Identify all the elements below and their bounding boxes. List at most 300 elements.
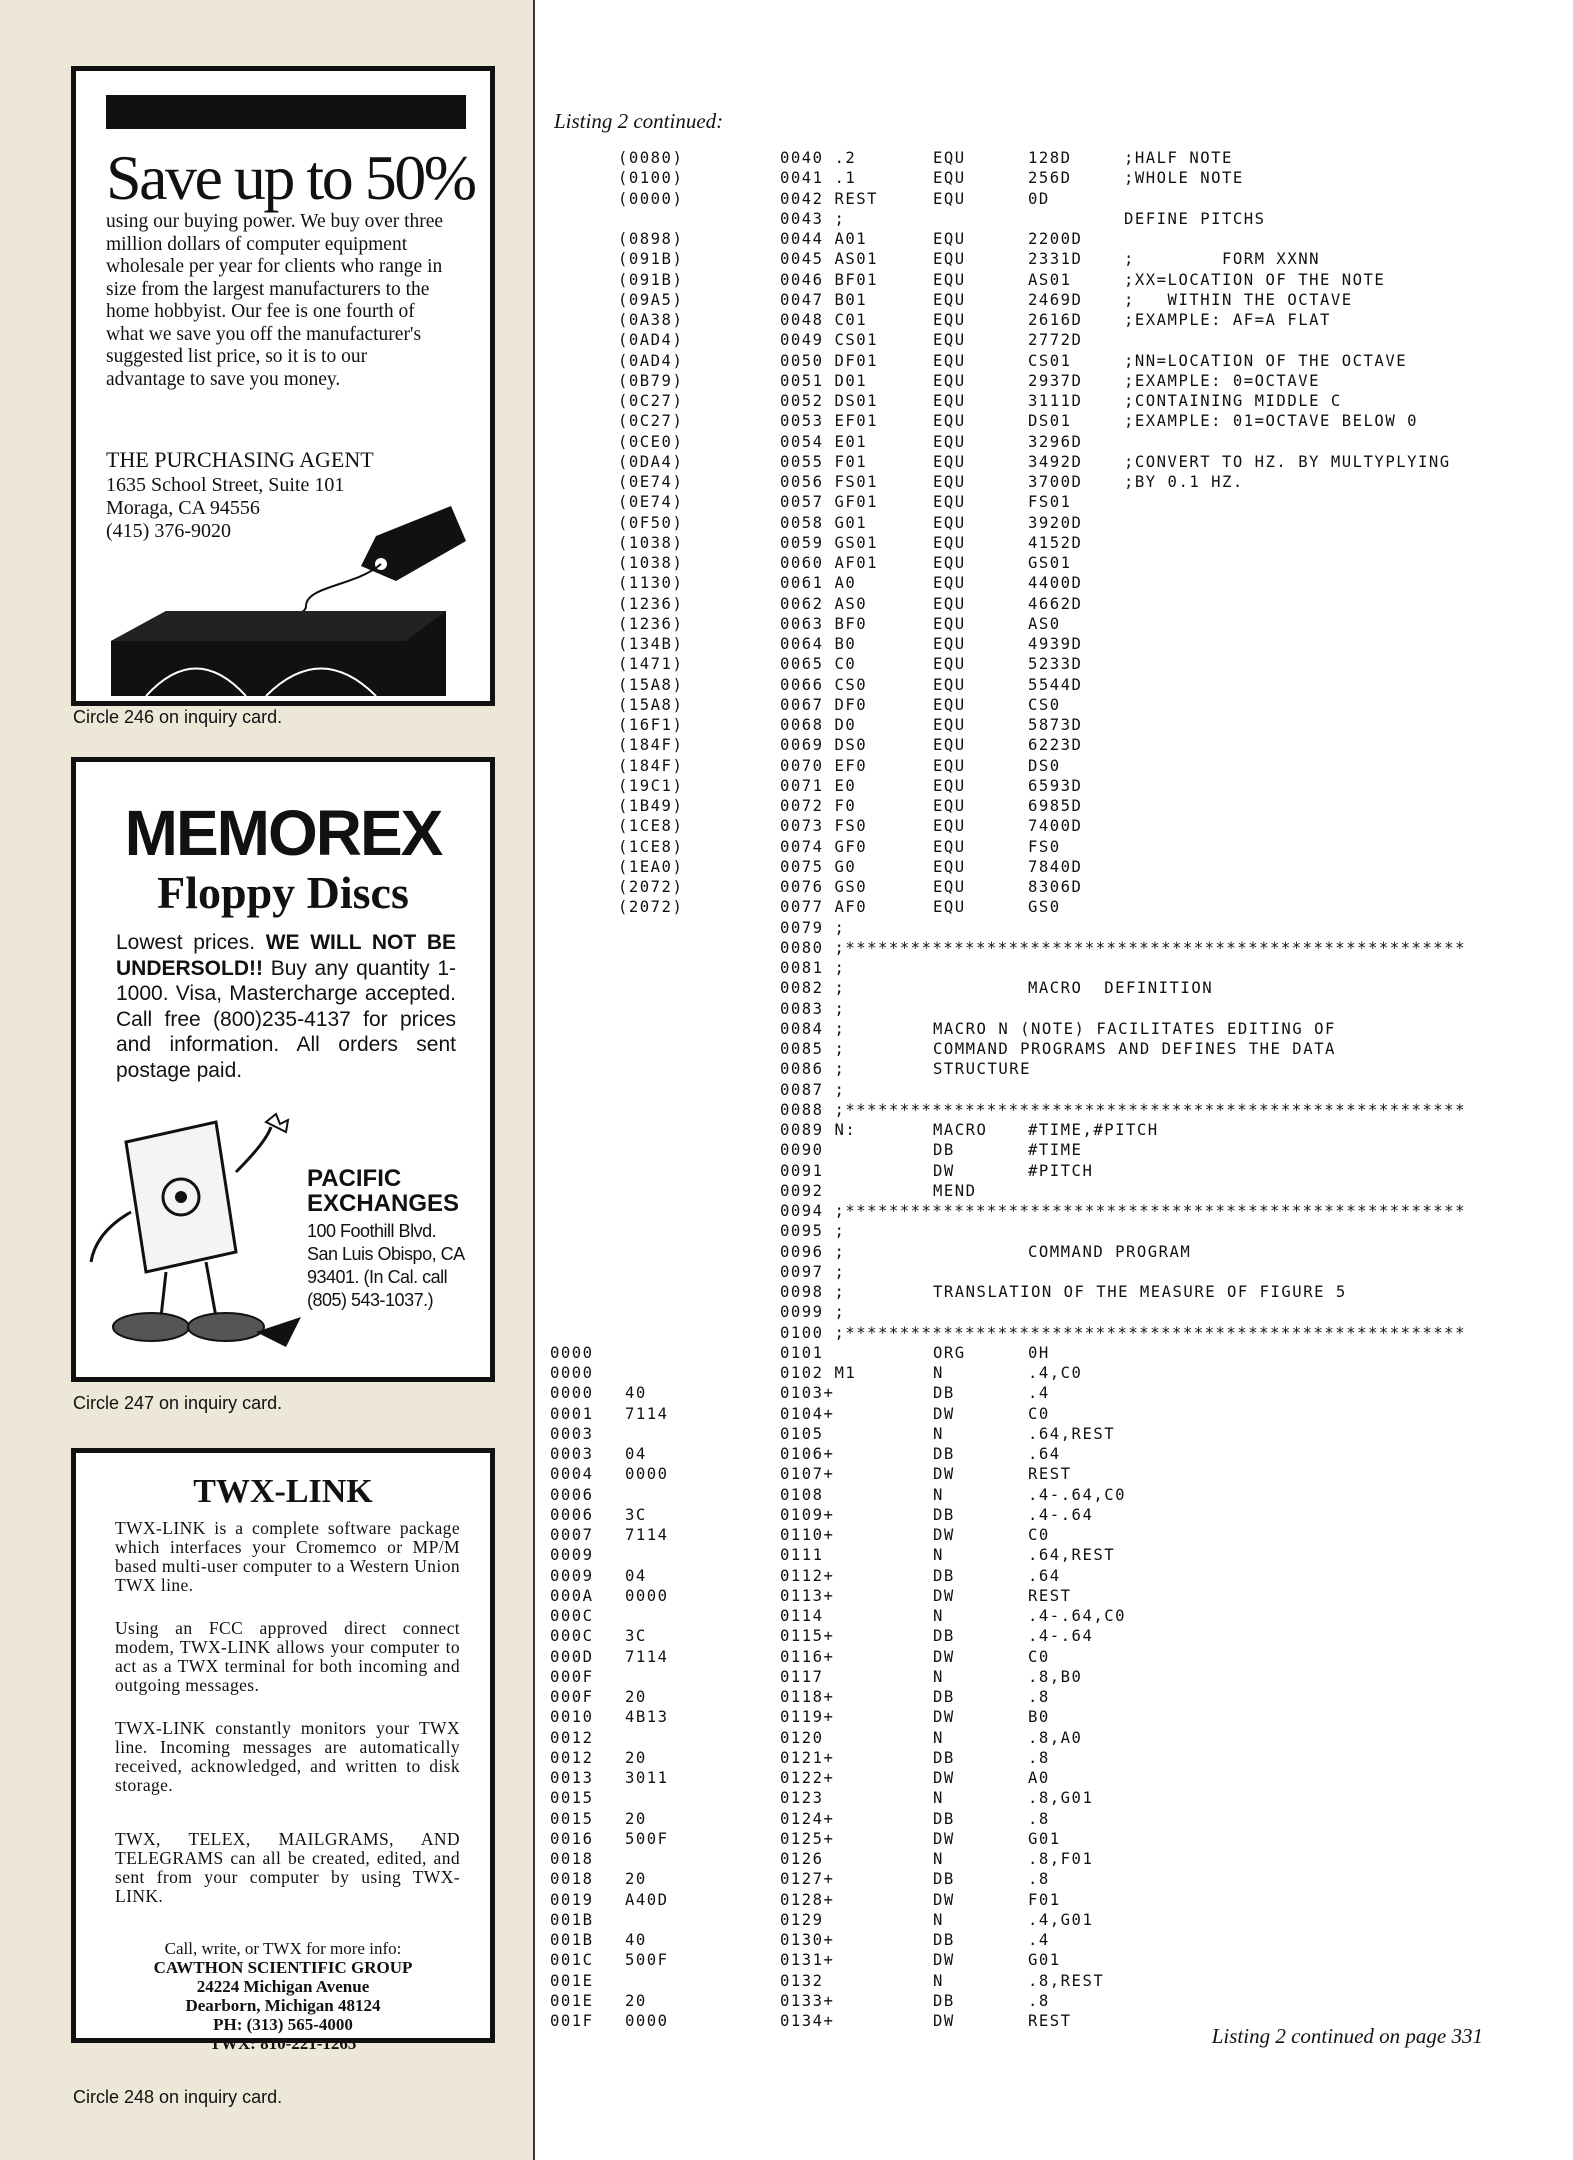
line-label-column: 0041 .1 xyxy=(780,169,857,188)
operator-column: EQU xyxy=(933,351,966,370)
operand-column: .64,REST xyxy=(1028,1546,1116,1565)
ad-body-text: using our buying power. We buy over three million dollars of computer equipment wholesale per year for clients who range in size from the largest manufacturers to the home hobbyist. Our fee is one fourth of what we save you off the manufacturer's suggested list price, so it is to our advantage to save you money. xyxy=(106,211,444,390)
value-column: (1EA0) xyxy=(618,857,684,876)
operand-column: REST xyxy=(1028,1465,1072,1484)
operand-column: .4,G01 xyxy=(1028,1910,1094,1929)
operand-column: .64 xyxy=(1028,1445,1061,1463)
operand-column: F01 xyxy=(1028,1890,1061,1909)
line-label-column: 0067 DF0 xyxy=(780,695,868,714)
operand-column: 3111D xyxy=(1028,392,1083,410)
line-label-column: 0053 EF01 xyxy=(780,412,878,431)
operator-column: DB xyxy=(933,1627,955,1646)
line-label-column: 0072 F0 xyxy=(780,797,857,815)
body-intro: Lowest prices. xyxy=(116,931,256,954)
inquiry-note: Circle 247 on inquiry card. xyxy=(73,1393,283,1413)
value-column: 500F xyxy=(625,1829,669,1848)
contact-line: TWX: 810-221-1265 xyxy=(209,2034,357,2053)
value-column: 20 xyxy=(625,1809,647,1828)
operator-column: EQU xyxy=(933,574,966,593)
operator-column: EQU xyxy=(933,432,966,451)
operator-column: DB xyxy=(933,1991,955,2010)
comment-column: ; WITHIN THE OCTAVE xyxy=(1124,290,1353,309)
line-label-column: 0120 xyxy=(780,1728,824,1747)
value-column: 0000 xyxy=(625,1586,669,1605)
operator-column: DB xyxy=(933,1505,955,1524)
line-label-column: 0047 B01 xyxy=(780,290,868,309)
operator-column: EQU xyxy=(933,675,966,694)
operator-column: DW xyxy=(933,1829,955,1848)
operand-column: 6593D xyxy=(1028,776,1083,795)
value-column: 7114 xyxy=(625,1404,669,1423)
address-column: 000F xyxy=(550,1667,594,1686)
line-label-column: 0055 F01 xyxy=(780,452,868,471)
address-line: San Luis Obispo, CA xyxy=(307,1244,465,1264)
operator-column: N xyxy=(933,1789,944,1808)
comment-column: ;CONTAINING MIDDLE C xyxy=(1124,392,1342,410)
line-label-column: 0110+ xyxy=(780,1526,835,1544)
address-column: 0018 xyxy=(550,1870,594,1889)
line-label-column: 0114 xyxy=(780,1607,824,1625)
operand-column: 4152D xyxy=(1028,533,1083,552)
address-column: 000D xyxy=(550,1647,594,1666)
operator-column: DB xyxy=(933,1141,955,1160)
line-label-column: 0049 CS01 xyxy=(780,331,878,350)
address-column: 0009 xyxy=(550,1546,594,1565)
operator-column: N xyxy=(933,1728,944,1747)
listing-caption: Listing 2 continued: xyxy=(554,109,724,133)
operand-column: .8,REST xyxy=(1028,1971,1105,1990)
address-line: (805) 543-1037.) xyxy=(307,1290,434,1310)
value-column: (0000) xyxy=(618,189,684,208)
ad-product: Floppy Discs xyxy=(157,867,409,918)
value-column: 20 xyxy=(625,1991,647,2010)
operator-column: N xyxy=(933,1364,944,1382)
value-column: (1471) xyxy=(618,655,684,674)
value-column: (0C27) xyxy=(618,392,684,410)
operand-column: 2616D xyxy=(1028,311,1083,329)
operator-column: EQU xyxy=(933,614,966,633)
operator-column: DW xyxy=(933,1586,955,1605)
line-label-column: 0059 GS01 xyxy=(780,533,878,552)
value-column: (15A8) xyxy=(618,695,684,714)
address-column: 0013 xyxy=(550,1769,594,1787)
address-column: 0019 xyxy=(550,1890,594,1909)
operator-column: EQU xyxy=(933,533,966,552)
address-column: 0000 xyxy=(550,1364,594,1382)
contact-intro: Call, write, or TWX for more info: xyxy=(164,1939,402,1958)
ad-headline: Save up to 50% xyxy=(106,142,475,213)
line-label-column: 0125+ xyxy=(780,1829,835,1848)
line-label-column: 0115+ xyxy=(780,1627,835,1646)
line-label-column: 0094 ;********************************************************* xyxy=(780,1202,1466,1220)
operand-column: 2937D xyxy=(1028,371,1083,390)
address-column: 001F xyxy=(550,2012,594,2030)
line-label-column: 0096 ; xyxy=(780,1242,846,1261)
line-label-column: 0104+ xyxy=(780,1404,835,1423)
operator-column: EQU xyxy=(933,695,966,714)
line-label-column: 0131+ xyxy=(780,1951,835,1970)
operator-column: N xyxy=(933,1667,944,1686)
line-label-column: 0043 ; xyxy=(780,209,846,228)
operand-column: G01 xyxy=(1028,1951,1061,1970)
address-column: 0006 xyxy=(550,1505,594,1524)
ad-paragraph: Using an FCC approved direct connect modem, TWX-LINK allows your computer to act as a TWX terminal for both incoming and outgoing messages. xyxy=(115,1618,460,1695)
line-label-column: 0048 C01 xyxy=(780,311,868,329)
line-label-column: 0086 ; xyxy=(780,1060,846,1079)
address-column: 000A xyxy=(550,1586,594,1605)
operator-column: EQU xyxy=(933,473,966,491)
line-label-column: 0040 .2 xyxy=(780,149,857,167)
operand-column: .8 xyxy=(1028,1688,1050,1706)
operator-column: EQU xyxy=(933,169,966,188)
line-label-column: 0127+ xyxy=(780,1870,835,1889)
line-label-column: 0058 G01 xyxy=(780,513,868,532)
operator-column: MEND xyxy=(933,1181,977,1200)
address-column: 0018 xyxy=(550,1850,594,1868)
operand-column: 3700D xyxy=(1028,473,1083,491)
line-label-column: 0132 xyxy=(780,1971,824,1990)
line-label-column: 0075 G0 xyxy=(780,857,857,876)
value-column: 7114 xyxy=(625,1647,669,1666)
line-label-column: 0090 xyxy=(780,1141,824,1160)
ad-paragraph: TWX-LINK constantly monitors your TWX line. Incoming messages are automatically received, acknowledged, and written to disk storage. xyxy=(115,1718,460,1795)
line-label-column: 0069 DS0 xyxy=(780,736,868,755)
operand-column: AS0 xyxy=(1028,614,1061,633)
line-label-column: 0108 xyxy=(780,1485,824,1504)
line-label-column: 0056 FS01 xyxy=(780,473,878,491)
line-label-column: 0109+ xyxy=(780,1505,835,1524)
operand-column: 3920D xyxy=(1028,513,1083,532)
operand-column: .8 xyxy=(1028,1870,1050,1889)
operand-column: .4 xyxy=(1028,1384,1050,1403)
operator-column: EQU xyxy=(933,655,966,674)
operand-column: .4-.64 xyxy=(1028,1505,1094,1524)
line-label-column: 0085 ; xyxy=(780,1040,846,1058)
comment-column: DEFINE PITCHS xyxy=(1124,209,1266,228)
line-label-column: 0123 xyxy=(780,1789,824,1808)
value-column: 0000 xyxy=(625,1465,669,1484)
address-column: 0012 xyxy=(550,1728,594,1747)
comment-column: ; FORM XXNN xyxy=(1124,250,1320,269)
value-column: (0DA4) xyxy=(618,452,684,471)
value-column: 3011 xyxy=(625,1769,669,1787)
line-label-column: 0080 ;********************************************************* xyxy=(780,938,1466,957)
operator-column: EQU xyxy=(933,756,966,775)
value-column: 20 xyxy=(625,1870,647,1889)
operator-column: EQU xyxy=(933,250,966,269)
address-column: 0001 xyxy=(550,1404,594,1423)
operand-column: 5544D xyxy=(1028,675,1083,694)
address-column: 0000 xyxy=(550,1343,594,1362)
operator-column: DW xyxy=(933,2012,955,2030)
line-label-column: 0103+ xyxy=(780,1384,835,1403)
address-column: 000C xyxy=(550,1607,594,1625)
address-column: 0015 xyxy=(550,1809,594,1828)
value-column: (0E74) xyxy=(618,493,684,512)
comment-column: ;HALF NOTE xyxy=(1124,149,1233,167)
value-column: 04 xyxy=(625,1566,647,1585)
company-name-line: PACIFIC xyxy=(307,1165,402,1192)
address-column: 001E xyxy=(550,1971,594,1990)
operand-column: REST xyxy=(1028,2012,1072,2030)
operand-column: GS0 xyxy=(1028,898,1061,917)
address-line: 93401. (In Cal. call xyxy=(307,1267,448,1287)
comment-column: ;EXAMPLE: 01=OCTAVE BELOW 0 xyxy=(1124,412,1418,431)
operator-column: N xyxy=(933,1910,944,1929)
operator-column: N xyxy=(933,1971,944,1990)
ad-paragraph: TWX, TELEX, MAILGRAMS, AND TELEGRAMS can all be created, edited, and sent from your computer by using TWX-LINK. xyxy=(115,1829,460,1906)
operand-column: 0D xyxy=(1028,189,1050,208)
line-label-column: 0119+ xyxy=(780,1708,835,1727)
line-label-column: 0057 GF01 xyxy=(780,493,878,512)
value-column: (1B49) xyxy=(618,797,684,815)
operand-column: .8,G01 xyxy=(1028,1789,1094,1808)
address-column: 000F xyxy=(550,1688,594,1706)
value-column: (15A8) xyxy=(618,675,684,694)
line-label-column: 0064 B0 xyxy=(780,635,857,653)
comment-column: ;WHOLE NOTE xyxy=(1124,169,1244,188)
operand-column: 6223D xyxy=(1028,736,1083,755)
value-column: 04 xyxy=(625,1445,647,1463)
line-label-column: 0128+ xyxy=(780,1890,835,1909)
line-label-column: 0117 xyxy=(780,1667,824,1686)
operand-column: 4662D xyxy=(1028,594,1083,613)
line-label-column: 0087 ; xyxy=(780,1080,846,1099)
operator-column: COMMAND PROGRAMS AND DEFINES THE DATA xyxy=(933,1040,1336,1058)
line-label-column: 0101 xyxy=(780,1343,824,1362)
value-column: 500F xyxy=(625,1951,669,1970)
value-column: (0080) xyxy=(618,149,684,167)
value-column: (19C1) xyxy=(618,776,684,795)
operator-column: N xyxy=(933,1424,944,1443)
operator-column: EQU xyxy=(933,311,966,329)
operator-column: DW xyxy=(933,1890,955,1909)
value-column: 40 xyxy=(625,1384,647,1403)
operand-column: 4939D xyxy=(1028,635,1083,653)
operator-column: N xyxy=(933,1485,944,1504)
line-label-column: 0112+ xyxy=(780,1566,835,1585)
address-line: 100 Foothill Blvd. xyxy=(307,1221,437,1241)
operator-column: DB xyxy=(933,1870,955,1889)
operator-column: EQU xyxy=(933,452,966,471)
operand-column: 128D xyxy=(1028,149,1072,167)
line-label-column: 0076 GS0 xyxy=(780,878,868,896)
operator-column: DW xyxy=(933,1465,955,1484)
address-column: 001B xyxy=(550,1931,594,1949)
value-column: (1038) xyxy=(618,554,684,572)
value-column: A40D xyxy=(625,1890,669,1909)
operand-column: .8 xyxy=(1028,1748,1050,1767)
operand-column: AS01 xyxy=(1028,270,1072,289)
operator-column: EQU xyxy=(933,493,966,512)
operator-column: EQU xyxy=(933,412,966,431)
value-column: (134B) xyxy=(618,635,684,653)
operator-column: N xyxy=(933,1546,944,1565)
company-name-line: EXCHANGES xyxy=(307,1190,460,1217)
line-label-column: 0079 ; xyxy=(780,918,846,937)
line-label-column: 0061 A0 xyxy=(780,574,857,593)
operand-column: .4-.64,C0 xyxy=(1028,1485,1126,1504)
operand-column: #TIME,#PITCH xyxy=(1028,1121,1159,1139)
operator-column: EQU xyxy=(933,392,966,410)
operator-column: EQU xyxy=(933,837,966,856)
inquiry-note: Circle 246 on inquiry card. xyxy=(73,707,283,727)
line-label-column: 0050 DF01 xyxy=(780,351,878,370)
operand-column: C0 xyxy=(1028,1647,1050,1666)
operand-column: FS0 xyxy=(1028,837,1061,856)
comment-column: ;NN=LOCATION OF THE OCTAVE xyxy=(1124,351,1408,370)
address-column: 001C xyxy=(550,1951,594,1970)
value-column: (0AD4) xyxy=(618,351,684,370)
line-label-column: 0100 ;********************************************************* xyxy=(780,1323,1466,1342)
body-emphasis: WE WILL NOT BE UNDERSOLD!! xyxy=(116,931,456,980)
operator-column: DB xyxy=(933,1566,955,1585)
line-label-column: 0113+ xyxy=(780,1586,835,1605)
line-label-column: 0130+ xyxy=(780,1931,835,1949)
operand-column: 8306D xyxy=(1028,878,1083,896)
operator-column: DB xyxy=(933,1384,955,1403)
line-label-column: 0070 EF0 xyxy=(780,756,868,775)
line-label-column: 0134+ xyxy=(780,2012,835,2030)
operand-column: 0H xyxy=(1028,1343,1050,1362)
line-label-column: 0045 AS01 xyxy=(780,250,878,269)
value-column: (184F) xyxy=(618,756,684,775)
address-column: 0016 xyxy=(550,1829,594,1848)
address-column: 000C xyxy=(550,1627,594,1646)
address-column: 0010 xyxy=(550,1708,594,1727)
operand-column: .4-.64,C0 xyxy=(1028,1607,1126,1625)
operand-column: 3296D xyxy=(1028,432,1083,451)
line-label-column: 0083 ; xyxy=(780,999,846,1018)
line-label-column: 0116+ xyxy=(780,1647,835,1666)
line-label-column: 0071 E0 xyxy=(780,776,857,795)
address-column: 001B xyxy=(550,1910,594,1929)
operator-column: EQU xyxy=(933,290,966,309)
value-column: (0CE0) xyxy=(618,432,684,451)
inquiry-note: Circle 248 on inquiry card. xyxy=(73,2087,283,2107)
value-column: (2072) xyxy=(618,878,684,896)
operand-column: 2200D xyxy=(1028,230,1083,248)
operand-column: B0 xyxy=(1028,1708,1050,1727)
ad-brand: MEMOREX xyxy=(124,797,442,869)
operator-column: DB xyxy=(933,1688,955,1706)
value-column: (0A38) xyxy=(618,311,684,329)
line-label-column: 0126 xyxy=(780,1850,824,1868)
value-column: (0C27) xyxy=(618,412,684,431)
address-column: 0003 xyxy=(550,1445,594,1463)
value-column: (0E74) xyxy=(618,473,684,491)
line-label-column: 0084 ; xyxy=(780,1019,846,1038)
line-label-column: 0107+ xyxy=(780,1465,835,1484)
line-label-column: 0066 CS0 xyxy=(780,675,868,694)
value-column: (0F50) xyxy=(618,513,684,532)
operator-column: EQU xyxy=(933,797,966,815)
value-column: (1038) xyxy=(618,533,684,552)
contact-line: 24224 Michigan Avenue xyxy=(196,1977,370,1996)
line-label-column: 0062 AS0 xyxy=(780,594,868,613)
operand-column: .8,F01 xyxy=(1028,1850,1094,1868)
line-label-column: 0088 ;********************************************************* xyxy=(780,1100,1466,1119)
line-label-column: 0124+ xyxy=(780,1809,835,1828)
operand-column: 2469D xyxy=(1028,290,1083,309)
value-column: 4B13 xyxy=(625,1708,669,1727)
value-column: 0000 xyxy=(625,2012,669,2030)
operator-column: N xyxy=(933,1850,944,1868)
operator-column: DB xyxy=(933,1445,955,1463)
line-label-column: 0081 ; xyxy=(780,959,846,977)
operator-column: EQU xyxy=(933,817,966,836)
operator-column: EQU xyxy=(933,371,966,390)
operand-column: .4,C0 xyxy=(1028,1364,1083,1382)
line-label-column: 0051 D01 xyxy=(780,371,868,390)
line-label-column: 0105 xyxy=(780,1424,824,1443)
value-column: 20 xyxy=(625,1748,647,1767)
line-label-column: 0098 ; xyxy=(780,1283,846,1301)
operator-column: EQU xyxy=(933,149,966,167)
value-column: (0B79) xyxy=(618,371,684,390)
address-column: 001E xyxy=(550,1991,594,2010)
contact-line: Dearborn, Michigan 48124 xyxy=(185,1996,381,2015)
operator-column: N xyxy=(933,1607,944,1625)
value-column: (1130) xyxy=(618,574,684,593)
line-label-column: 0133+ xyxy=(780,1991,835,2010)
contact-line: CAWTHON SCIENTIFIC GROUP xyxy=(153,1958,413,1977)
operand-column: COMMAND PROGRAM xyxy=(1028,1242,1192,1261)
operator-column: EQU xyxy=(933,189,966,208)
operator-column: DW xyxy=(933,1769,955,1787)
line-label-column: 0118+ xyxy=(780,1688,835,1706)
operand-column: 4400D xyxy=(1028,574,1083,593)
address-column: 0009 xyxy=(550,1566,594,1585)
operator-column: DB xyxy=(933,1931,955,1949)
value-column: 3C xyxy=(625,1627,647,1646)
comment-column: ;XX=LOCATION OF THE NOTE xyxy=(1124,270,1386,289)
operand-column: 6985D xyxy=(1028,797,1083,815)
operator-column: EQU xyxy=(933,736,966,755)
line-label-column: 0052 DS01 xyxy=(780,392,878,410)
operand-column: MACRO DEFINITION xyxy=(1028,979,1214,998)
value-column: 20 xyxy=(625,1688,647,1706)
address-column: 0006 xyxy=(550,1485,594,1504)
line-label-column: 0054 E01 xyxy=(780,432,868,451)
operator-column: EQU xyxy=(933,230,966,248)
line-label-column: 0082 ; xyxy=(780,979,846,998)
value-column: (09A5) xyxy=(618,290,684,309)
operator-column: DW xyxy=(933,1404,955,1423)
operand-column: #PITCH xyxy=(1028,1161,1094,1180)
operator-column: DW xyxy=(933,1526,955,1544)
operand-column: .8,B0 xyxy=(1028,1667,1083,1686)
operand-column: GS01 xyxy=(1028,554,1072,572)
operand-column: .4-.64 xyxy=(1028,1627,1094,1646)
value-column: (16F1) xyxy=(618,716,684,734)
comment-column: ;BY 0.1 HZ. xyxy=(1124,473,1244,491)
value-column: (091B) xyxy=(618,270,684,289)
operator-column: STRUCTURE xyxy=(933,1060,1031,1079)
operator-column: ORG xyxy=(933,1343,966,1362)
value-column: (184F) xyxy=(618,736,684,755)
operand-column: 7400D xyxy=(1028,817,1083,836)
address-column: 0012 xyxy=(550,1748,594,1767)
line-label-column: 0129 xyxy=(780,1910,824,1929)
operand-column: .8 xyxy=(1028,1991,1050,2010)
comment-column: ;EXAMPLE: AF=A FLAT xyxy=(1124,311,1331,329)
operand-column: CS0 xyxy=(1028,695,1061,714)
operator-column: DB xyxy=(933,1809,955,1828)
line-label-column: 0122+ xyxy=(780,1769,835,1787)
operand-column: CS01 xyxy=(1028,351,1072,370)
operand-column: .64,REST xyxy=(1028,1424,1116,1443)
